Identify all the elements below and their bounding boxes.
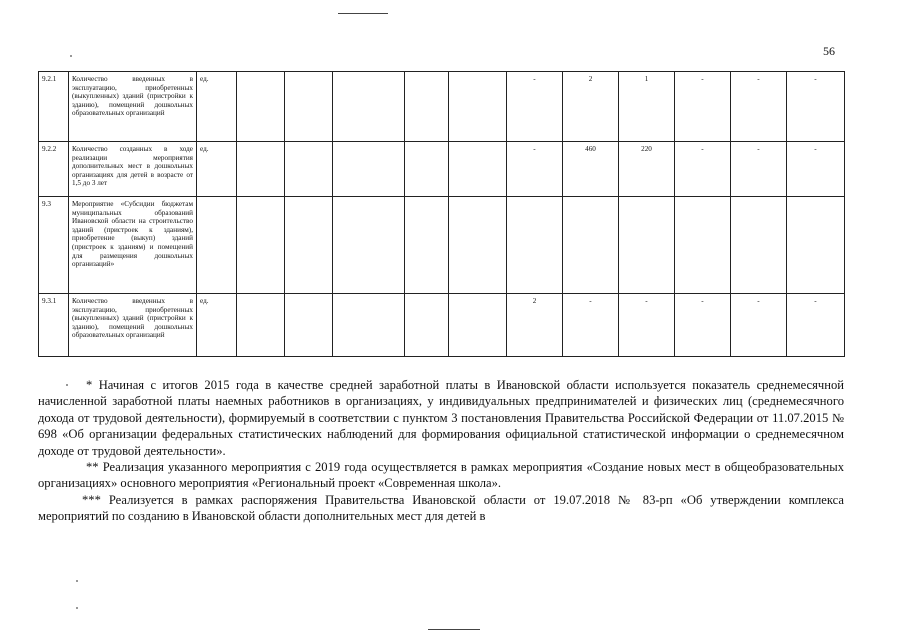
row-value: - <box>563 294 619 357</box>
table-row <box>39 72 845 142</box>
row-value: - <box>787 294 845 357</box>
row-value <box>449 142 507 197</box>
row-value <box>285 72 333 142</box>
row-value: - <box>675 72 731 142</box>
row-number: 9.2.1 <box>39 72 69 142</box>
scan-dot <box>76 607 78 609</box>
row-value <box>285 294 333 357</box>
row-value <box>449 72 507 142</box>
footnote-2: ** Реализация указанного мероприятия с 2019 года осуществляется в рамках мероприятия «Создание новых мест в общеобразовательных организациях» основного мероприятия «Региональный проект «Современная школа». <box>38 460 844 491</box>
row-description: Количество введенных в эксплуатацию, приобретенных (выкупленных) зданий (пристройки к зданию), помещений дошкольных образовательных организаций <box>69 72 197 142</box>
row-unit <box>197 197 237 294</box>
row-value <box>285 142 333 197</box>
indicator-table <box>38 71 845 357</box>
table-row <box>39 294 845 357</box>
row-value: 460 <box>563 142 619 197</box>
row-value <box>507 197 563 294</box>
row-unit: ед. <box>197 142 237 197</box>
row-value <box>333 197 405 294</box>
table-row <box>39 142 845 197</box>
row-value <box>333 294 405 357</box>
row-number: 9.2.2 <box>39 142 69 197</box>
scan-dot <box>70 55 72 57</box>
footnote-3: *** Реализуется в рамках распоряжения Правительства Ивановской области от 19.07.2018 № 83-рп «Об утверждении комплекса мероприятий по созданию в Ивановской области дополнительных мест для детей в <box>38 492 844 524</box>
row-value <box>405 197 449 294</box>
row-description: Мероприятие «Субсидии бюджетам муниципальных образований Ивановской области на строительство зданий (пристроек к зданиям), приобретение (выкуп) зданий (пристроек к зданиям) и помещений для размещения дошкольных организаций» <box>69 197 197 294</box>
row-value: - <box>787 72 845 142</box>
row-value: - <box>675 142 731 197</box>
row-value: - <box>507 72 563 142</box>
row-value <box>405 294 449 357</box>
row-value: - <box>731 72 787 142</box>
page-number: 56 <box>823 44 835 58</box>
table-row <box>39 197 845 294</box>
row-value <box>619 197 675 294</box>
row-value <box>675 197 731 294</box>
row-value: 2 <box>507 294 563 357</box>
row-number: 9.3.1 <box>39 294 69 357</box>
row-value: - <box>731 294 787 357</box>
row-value <box>787 197 845 294</box>
row-value: 2 <box>563 72 619 142</box>
row-value <box>405 72 449 142</box>
row-description: Количество введенных в эксплуатацию, приобретенных (выкупленных) зданий (пристройки к зданию), помещений дошкольных образовательных организаций <box>69 294 197 357</box>
row-value <box>237 197 285 294</box>
row-unit: ед. <box>197 294 237 357</box>
row-value <box>333 72 405 142</box>
row-number: 9.3 <box>39 197 69 294</box>
scan-dot <box>76 580 78 582</box>
row-value: - <box>619 294 675 357</box>
row-value <box>449 197 507 294</box>
row-value: - <box>787 142 845 197</box>
row-value <box>237 294 285 357</box>
footnotes <box>38 377 844 525</box>
row-value: - <box>507 142 563 197</box>
row-value: 1 <box>619 72 675 142</box>
row-value <box>237 142 285 197</box>
row-value <box>237 72 285 142</box>
footnote-1: * Начиная с итогов 2015 года в качестве средней заработной платы в Ивановской области используется показатель среднемесячной начисленной заработной платы наемных работников в организациях, у индивидуальных предпринимателей и физических лиц (среднемесячного дохода от трудовой деятельности), формируемый в соответствии с пунктом 3 постановления Правительства Российской Федерации от 11.07.2015 № 698 «Об организации федеральных статистических наблюдений для формирования официальной статистической информации о среднемесячном доходе от трудовой деятельности». <box>38 378 844 458</box>
row-description: Количество созданных в ходе реализации мероприятия дополнительных мест в дошкольных организациях для детей в возрасте от 1,5 до 3 лет <box>69 142 197 197</box>
row-value <box>449 294 507 357</box>
row-value <box>563 197 619 294</box>
row-value <box>285 197 333 294</box>
row-value: - <box>731 142 787 197</box>
row-value: 220 <box>619 142 675 197</box>
row-value <box>333 142 405 197</box>
row-value <box>405 142 449 197</box>
top-rule <box>338 13 388 14</box>
row-value: - <box>675 294 731 357</box>
bottom-rule <box>428 629 480 630</box>
row-unit: ед. <box>197 72 237 142</box>
row-value <box>731 197 787 294</box>
